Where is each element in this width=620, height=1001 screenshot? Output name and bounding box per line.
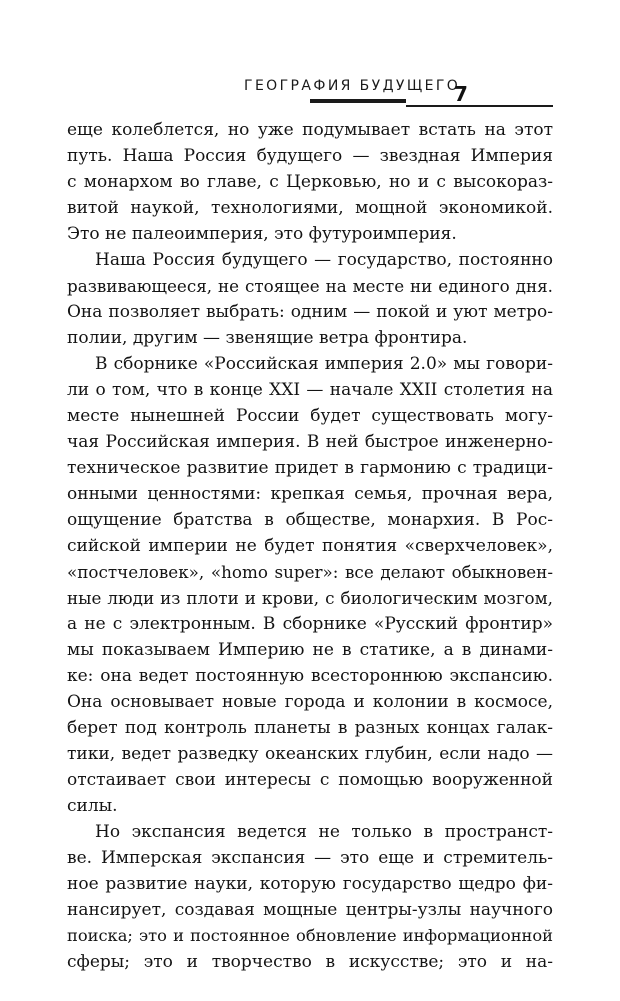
text-line: онными ценностями: крепкая семья, прочная вера, xyxy=(67,484,553,504)
text-line: ке: она ведет постоянную всестороннюю экспансию. xyxy=(67,666,553,686)
text-line: мы показываем Империю не в статике, а в динами- xyxy=(67,640,553,660)
text-line: сферы; это и творчество в искусстве; это и на- xyxy=(67,952,553,972)
text-line: путь. Наша Россия будущего — звездная Империя xyxy=(67,146,553,166)
text-line: сийской империи не будет понятия «сверхчеловек», xyxy=(67,536,553,556)
text-line: ли о том, что в конце XXI — начале XXII столетия на xyxy=(67,380,553,400)
text-line: Наша Россия будущего — государство, постоянно xyxy=(95,250,553,270)
text-line: Но экспансия ведется не только в пространст- xyxy=(95,822,553,842)
text-line: с монархом во главе, с Церковью, но и с высокораз- xyxy=(67,172,553,192)
text-line: техническое развитие придет в гармонию с традици- xyxy=(67,458,553,478)
text-line: Это не палеоимперия, это футуроимперия. xyxy=(67,224,457,244)
header-rule-thick xyxy=(310,99,406,103)
text-line: поиска; это и постоянное обновление информационной xyxy=(67,926,553,945)
text-line: силы. xyxy=(67,796,118,816)
text-line: отстаивает свои интересы с помощью вооруженной xyxy=(67,770,553,790)
text-line: тики, ведет разведку океанских глубин, если надо — xyxy=(67,744,553,764)
text-line: а не с электронным. В сборнике «Русский фронтир» xyxy=(67,614,553,634)
text-line: еще колеблется, но уже подумывает встать на этот xyxy=(67,120,553,140)
text-line: ощущение братства в обществе, монархия. В Рос- xyxy=(67,510,553,530)
text-line: полии, другим — звенящие ветра фронтира. xyxy=(67,328,468,348)
text-line: ве. Имперская экспансия — это еще и стремитель- xyxy=(67,848,553,868)
running-head-title: ГЕОГРАФИЯ БУДУЩЕГО xyxy=(244,78,461,94)
body-text xyxy=(67,117,553,975)
page-number: 7 xyxy=(454,82,468,106)
text-line: берет под контроль планеты в разных концах галак- xyxy=(67,718,553,738)
text-line: нансирует, создавая мощные центры-узлы научного xyxy=(67,900,553,920)
header-rule-thin xyxy=(406,105,553,107)
text-line: месте нынешней России будет существовать могу- xyxy=(67,406,553,426)
text-line: развивающееся, не стоящее на месте ни единого дня. xyxy=(67,276,553,296)
text-line: В сборнике «Российская империя 2.0» мы говори- xyxy=(95,354,553,374)
text-line: ное развитие науки, которую государство щедро фи- xyxy=(67,874,553,894)
text-line: витой наукой, технологиями, мощной экономикой. xyxy=(67,198,553,218)
text-line: ные люди из плоти и крови, с биологическим мозгом, xyxy=(67,588,553,608)
text-line: «постчеловек», «homo super»: все делают обыкновен- xyxy=(67,562,553,582)
text-line: Она основывает новые города и колонии в космосе, xyxy=(67,692,553,712)
text-line: Она позволяет выбрать: одним — покой и уют метро- xyxy=(67,302,553,322)
text-line: чая Российская империя. В ней быстрое инженерно- xyxy=(67,432,553,452)
